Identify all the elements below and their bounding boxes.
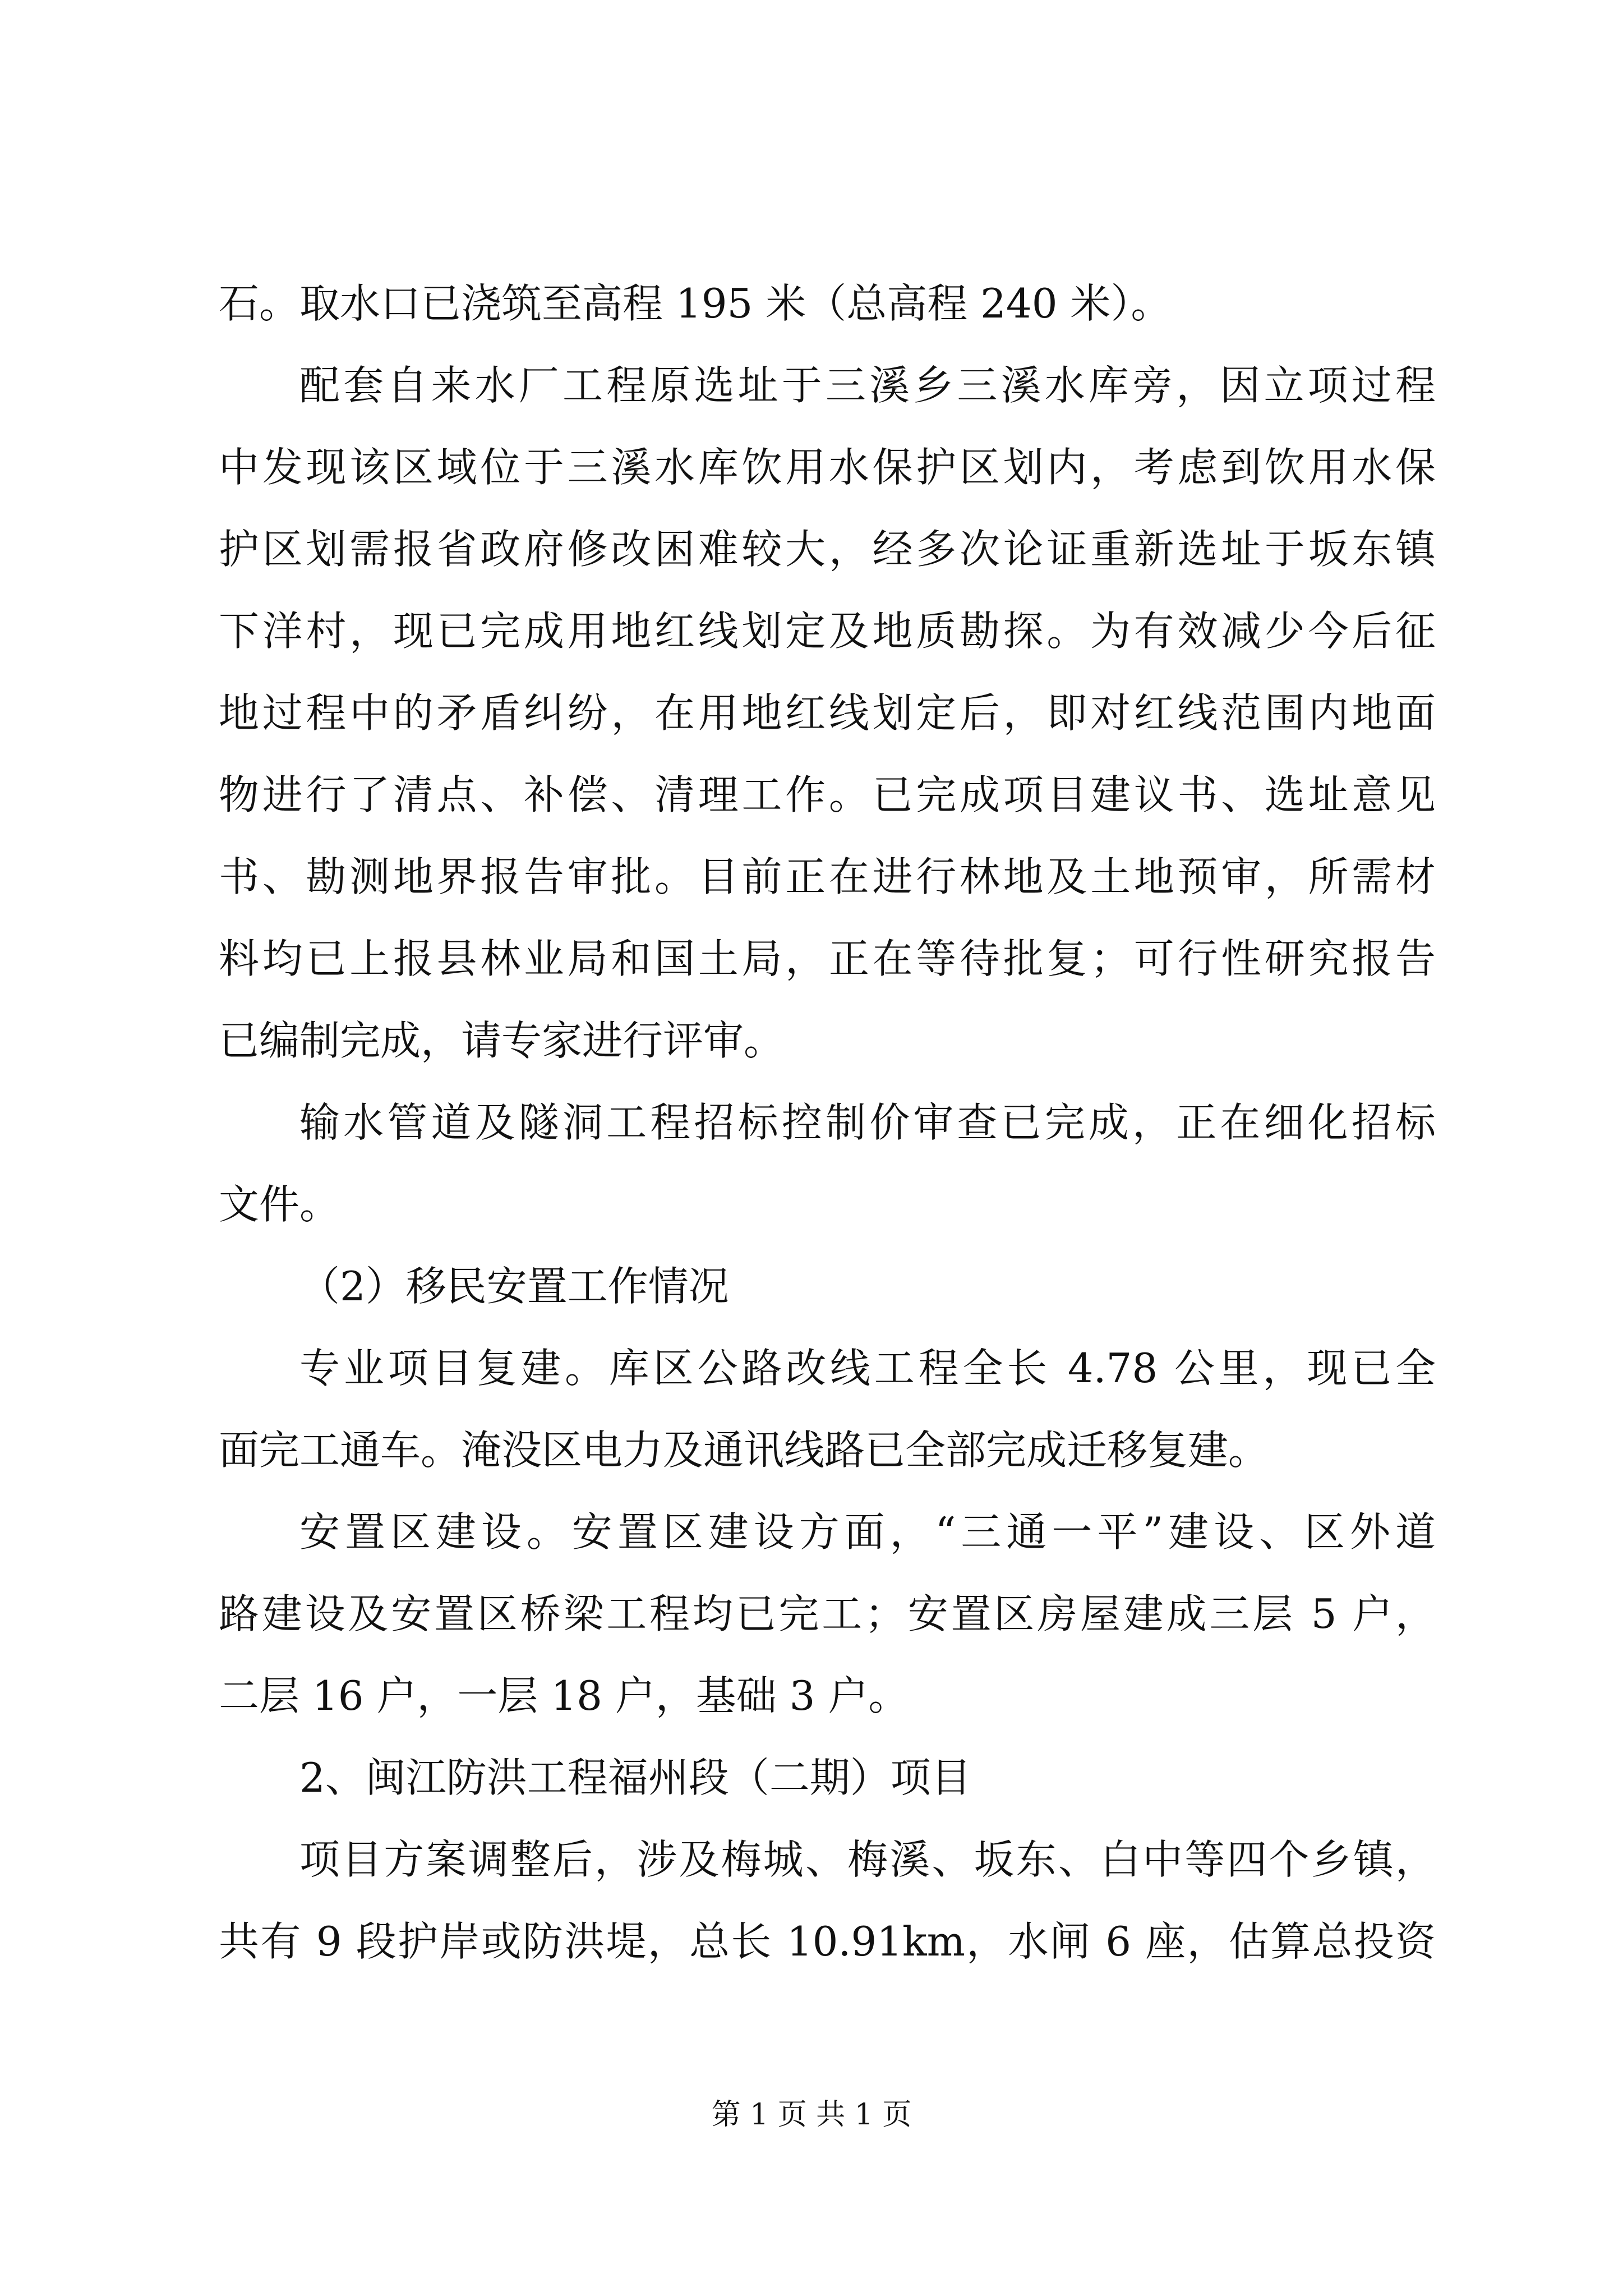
paragraph-rebuild: 专业项目复建。库区公路改线工程全长 4.78 公里，现已全 xyxy=(299,1345,1436,1392)
text-line: 二层 16 户，一层 18 户，基础 3 户。 xyxy=(219,1672,909,1719)
text-line: 护区划需报省政府修改困难较大，经多次论证重新选址于坂东镇 xyxy=(219,526,1436,573)
text-line: 下洋村，现已完成用地红线划定及地质勘探。为有效减少今后征 xyxy=(219,608,1436,655)
text-line: 共有 9 段护岸或防洪堤，总长 10.91km，水闸 6 座，估算总投资 xyxy=(219,1918,1436,1965)
text-line: 文件。 xyxy=(219,1181,340,1228)
section-heading-flood-control: 2、闽江防洪工程福州段（二期）项目 xyxy=(299,1754,971,1801)
text-line: 料均已上报县林业局和国土局，正在等待批复；可行性研究报告 xyxy=(219,935,1436,982)
page-footer xyxy=(0,2092,1623,2137)
text-line: 路建设及安置区桥梁工程均已完工；安置区房屋建成三层 5 户， xyxy=(219,1590,1436,1637)
document-body xyxy=(219,263,1436,1982)
paragraph-resettlement-area: 安置区建设。安置区建设方面，“三通一平”建设、区外道 xyxy=(299,1508,1436,1556)
text-line: 地过程中的矛盾纠纷，在用地红线划定后，即对红线范围内地面 xyxy=(219,689,1436,737)
text-line: 已编制完成，请专家进行评审。 xyxy=(219,1017,785,1064)
text-line: 中发现该区域位于三溪水库饮用水保护区划内，考虑到饮用水保 xyxy=(219,444,1436,491)
paragraph-pipeline: 输水管道及隧洞工程招标控制价审查已完成，正在细化招标 xyxy=(299,1099,1436,1146)
section-heading-resettlement: （2）移民安置工作情况 xyxy=(299,1263,729,1310)
paragraph-water-plant: 配套自来水厂工程原选址于三溪乡三溪水库旁，因立项过程 xyxy=(299,362,1436,409)
text-line: 面完工通车。淹没区电力及通讯线路已全部完成迁移复建。 xyxy=(219,1427,1269,1474)
page-number: 第 1 页 共 1 页 xyxy=(711,2098,912,2132)
text-line-continuation: 石。取水口已浇筑至高程 195 米（总高程 240 米）。 xyxy=(219,280,1172,327)
paragraph-flood-project: 项目方案调整后，涉及梅城、梅溪、坂东、白中等四个乡镇， xyxy=(299,1836,1436,1883)
text-line: 书、勘测地界报告审批。目前正在进行林地及土地预审，所需材 xyxy=(219,853,1436,900)
text-line: 物进行了清点、补偿、清理工作。已完成项目建议书、选址意见 xyxy=(219,771,1436,818)
